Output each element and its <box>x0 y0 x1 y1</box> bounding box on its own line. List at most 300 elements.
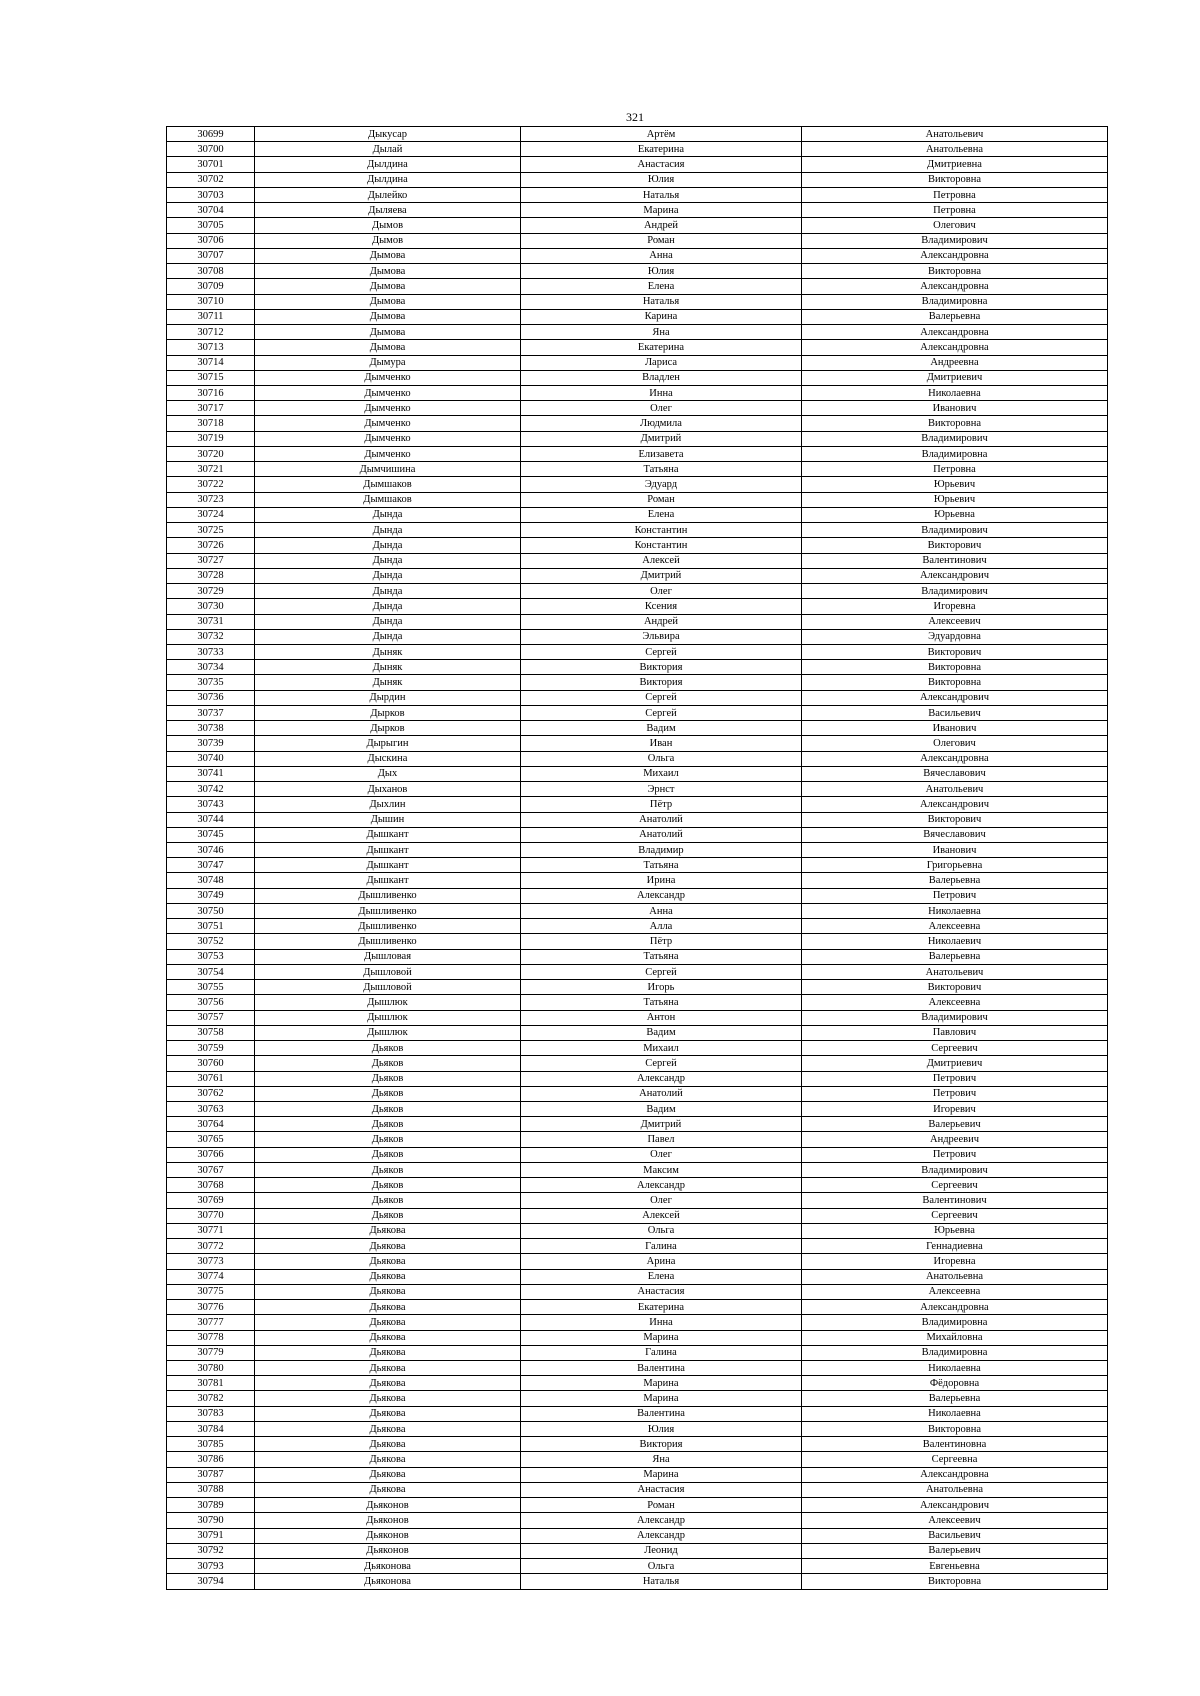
table-row <box>167 1452 1108 1467</box>
patronymic-cell: Александрович <box>802 690 1108 705</box>
last-name-cell: Дыляева <box>255 203 521 218</box>
table-row <box>167 1071 1108 1086</box>
record-number-cell: 30756 <box>167 995 255 1010</box>
last-name-cell: Дьяконов <box>255 1513 521 1528</box>
last-name-cell: Дьякова <box>255 1330 521 1345</box>
table-row <box>167 949 1108 964</box>
patronymic-cell: Викторович <box>802 980 1108 995</box>
record-number-cell: 30773 <box>167 1254 255 1269</box>
record-number-cell: 30737 <box>167 705 255 720</box>
table-row <box>167 538 1108 553</box>
record-number-cell: 30746 <box>167 843 255 858</box>
patronymic-cell: Николаевна <box>802 1360 1108 1375</box>
last-name-cell: Дьякова <box>255 1421 521 1436</box>
patronymic-cell: Юрьевич <box>802 477 1108 492</box>
patronymic-cell: Александровна <box>802 751 1108 766</box>
table-row <box>167 477 1108 492</box>
first-name-cell: Галина <box>521 1239 802 1254</box>
record-number-cell: 30714 <box>167 355 255 370</box>
last-name-cell: Дында <box>255 584 521 599</box>
patronymic-cell: Алексеевна <box>802 995 1108 1010</box>
last-name-cell: Дыханов <box>255 782 521 797</box>
table-row <box>167 142 1108 157</box>
table-row <box>167 1574 1108 1589</box>
table-row <box>167 721 1108 736</box>
record-number-cell: 30791 <box>167 1528 255 1543</box>
patronymic-cell: Игоревич <box>802 1102 1108 1117</box>
first-name-cell: Владлен <box>521 370 802 385</box>
patronymic-cell: Петрович <box>802 1147 1108 1162</box>
table-row <box>167 1193 1108 1208</box>
last-name-cell: Дьяков <box>255 1071 521 1086</box>
patronymic-cell: Викторовна <box>802 172 1108 187</box>
table-row <box>167 964 1108 979</box>
table-row <box>167 294 1108 309</box>
patronymic-cell: Александровна <box>802 248 1108 263</box>
register-body <box>167 127 1108 1590</box>
first-name-cell: Александр <box>521 888 802 903</box>
page-number: 321 <box>626 110 644 124</box>
table-row <box>167 264 1108 279</box>
record-number-cell: 30748 <box>167 873 255 888</box>
first-name-cell: Ольга <box>521 751 802 766</box>
record-number-cell: 30784 <box>167 1421 255 1436</box>
first-name-cell: Ирина <box>521 873 802 888</box>
patronymic-cell: Владимирович <box>802 584 1108 599</box>
last-name-cell: Дьяконов <box>255 1528 521 1543</box>
patronymic-cell: Валерьевич <box>802 1117 1108 1132</box>
table-row <box>167 279 1108 294</box>
first-name-cell: Роман <box>521 492 802 507</box>
patronymic-cell: Анатольевна <box>802 1482 1108 1497</box>
last-name-cell: Дылейко <box>255 187 521 202</box>
patronymic-cell: Валерьевна <box>802 309 1108 324</box>
last-name-cell: Дымшаков <box>255 477 521 492</box>
last-name-cell: Дымова <box>255 325 521 340</box>
first-name-cell: Марина <box>521 1391 802 1406</box>
patronymic-cell: Викторовна <box>802 416 1108 431</box>
last-name-cell: Дьяков <box>255 1178 521 1193</box>
patronymic-cell: Анатольевна <box>802 1269 1108 1284</box>
patronymic-cell: Владимирович <box>802 1010 1108 1025</box>
table-row <box>167 1330 1108 1345</box>
first-name-cell: Татьяна <box>521 462 802 477</box>
patronymic-cell: Анатольевна <box>802 142 1108 157</box>
last-name-cell: Дында <box>255 507 521 522</box>
record-number-cell: 30731 <box>167 614 255 629</box>
first-name-cell: Анна <box>521 903 802 918</box>
first-name-cell: Алла <box>521 919 802 934</box>
patronymic-cell: Николаевна <box>802 1406 1108 1421</box>
first-name-cell: Виктория <box>521 660 802 675</box>
record-number-cell: 30779 <box>167 1345 255 1360</box>
patronymic-cell: Николаевна <box>802 385 1108 400</box>
record-number-cell: 30709 <box>167 279 255 294</box>
table-row <box>167 1269 1108 1284</box>
table-row <box>167 1147 1108 1162</box>
patronymic-cell: Иванович <box>802 721 1108 736</box>
record-number-cell: 30739 <box>167 736 255 751</box>
first-name-cell: Эльвира <box>521 629 802 644</box>
patronymic-cell: Николаевич <box>802 934 1108 949</box>
last-name-cell: Дымченко <box>255 370 521 385</box>
last-name-cell: Дырыгин <box>255 736 521 751</box>
first-name-cell: Александр <box>521 1528 802 1543</box>
record-number-cell: 30713 <box>167 340 255 355</box>
record-number-cell: 30743 <box>167 797 255 812</box>
record-number-cell: 30770 <box>167 1208 255 1223</box>
first-name-cell: Людмила <box>521 416 802 431</box>
last-name-cell: Дыхлин <box>255 797 521 812</box>
record-number-cell: 30777 <box>167 1315 255 1330</box>
record-number-cell: 30707 <box>167 248 255 263</box>
patronymic-cell: Валерьевна <box>802 1391 1108 1406</box>
table-row <box>167 1239 1108 1254</box>
record-number-cell: 30727 <box>167 553 255 568</box>
record-number-cell: 30711 <box>167 309 255 324</box>
table-row <box>167 1117 1108 1132</box>
first-name-cell: Марина <box>521 1376 802 1391</box>
table-row <box>167 858 1108 873</box>
patronymic-cell: Олегович <box>802 736 1108 751</box>
record-number-cell: 30782 <box>167 1391 255 1406</box>
table-row <box>167 1437 1108 1452</box>
table-row <box>167 492 1108 507</box>
record-number-cell: 30702 <box>167 172 255 187</box>
table-row <box>167 1041 1108 1056</box>
table-row <box>167 233 1108 248</box>
first-name-cell: Татьяна <box>521 995 802 1010</box>
last-name-cell: Дышливенко <box>255 919 521 934</box>
patronymic-cell: Юрьевна <box>802 1223 1108 1238</box>
patronymic-cell: Владимирович <box>802 233 1108 248</box>
record-number-cell: 30781 <box>167 1376 255 1391</box>
last-name-cell: Дымова <box>255 248 521 263</box>
last-name-cell: Дышлюк <box>255 995 521 1010</box>
patronymic-cell: Иванович <box>802 843 1108 858</box>
record-number-cell: 30789 <box>167 1498 255 1513</box>
last-name-cell: Дымов <box>255 233 521 248</box>
table-row <box>167 599 1108 614</box>
first-name-cell: Дмитрий <box>521 1117 802 1132</box>
first-name-cell: Алексей <box>521 1208 802 1223</box>
patronymic-cell: Вячеславович <box>802 827 1108 842</box>
last-name-cell: Дыскина <box>255 751 521 766</box>
first-name-cell: Эдуард <box>521 477 802 492</box>
table-row <box>167 736 1108 751</box>
record-number-cell: 30787 <box>167 1467 255 1482</box>
table-row <box>167 1406 1108 1421</box>
table-row <box>167 127 1108 142</box>
patronymic-cell: Дмитриевич <box>802 370 1108 385</box>
last-name-cell: Дьякова <box>255 1269 521 1284</box>
record-number-cell: 30710 <box>167 294 255 309</box>
patronymic-cell: Павлович <box>802 1025 1108 1040</box>
last-name-cell: Дьяконов <box>255 1498 521 1513</box>
table-row <box>167 1391 1108 1406</box>
patronymic-cell: Владимировна <box>802 1315 1108 1330</box>
patronymic-cell: Викторович <box>802 812 1108 827</box>
record-number-cell: 30728 <box>167 568 255 583</box>
record-number-cell: 30718 <box>167 416 255 431</box>
record-number-cell: 30772 <box>167 1239 255 1254</box>
table-row <box>167 523 1108 538</box>
last-name-cell: Дышкант <box>255 858 521 873</box>
last-name-cell: Дылдина <box>255 157 521 172</box>
last-name-cell: Дырков <box>255 721 521 736</box>
table-row <box>167 888 1108 903</box>
patronymic-cell: Петрович <box>802 1071 1108 1086</box>
last-name-cell: Дьякова <box>255 1452 521 1467</box>
table-row <box>167 1559 1108 1574</box>
record-number-cell: 30734 <box>167 660 255 675</box>
patronymic-cell: Сергеевна <box>802 1452 1108 1467</box>
first-name-cell: Виктория <box>521 1437 802 1452</box>
last-name-cell: Дьяконова <box>255 1559 521 1574</box>
table-row <box>167 1102 1108 1117</box>
first-name-cell: Екатерина <box>521 142 802 157</box>
table-row <box>167 1025 1108 1040</box>
last-name-cell: Дымшаков <box>255 492 521 507</box>
first-name-cell: Валентина <box>521 1406 802 1421</box>
table-row <box>167 1528 1108 1543</box>
table-row <box>167 1223 1108 1238</box>
record-number-cell: 30786 <box>167 1452 255 1467</box>
first-name-cell: Анна <box>521 248 802 263</box>
table-row <box>167 1300 1108 1315</box>
first-name-cell: Игорь <box>521 980 802 995</box>
table-row <box>167 873 1108 888</box>
table-row <box>167 1421 1108 1436</box>
table-row <box>167 812 1108 827</box>
last-name-cell: Дыняк <box>255 675 521 690</box>
patronymic-cell: Викторовна <box>802 675 1108 690</box>
table-row <box>167 1208 1108 1223</box>
first-name-cell: Лариса <box>521 355 802 370</box>
first-name-cell: Дмитрий <box>521 431 802 446</box>
patronymic-cell: Валерьевна <box>802 949 1108 964</box>
last-name-cell: Дыняк <box>255 660 521 675</box>
last-name-cell: Дымова <box>255 264 521 279</box>
last-name-cell: Дымова <box>255 340 521 355</box>
table-row <box>167 843 1108 858</box>
first-name-cell: Юлия <box>521 264 802 279</box>
record-number-cell: 30724 <box>167 507 255 522</box>
table-row <box>167 401 1108 416</box>
patronymic-cell: Олегович <box>802 218 1108 233</box>
patronymic-cell: Владимирович <box>802 523 1108 538</box>
patronymic-cell: Игоревна <box>802 599 1108 614</box>
table-row <box>167 766 1108 781</box>
first-name-cell: Елена <box>521 507 802 522</box>
table-row <box>167 995 1108 1010</box>
first-name-cell: Наталья <box>521 1574 802 1589</box>
first-name-cell: Олег <box>521 1193 802 1208</box>
register-table <box>166 126 1108 1590</box>
table-row <box>167 980 1108 995</box>
patronymic-cell: Валентинович <box>802 1193 1108 1208</box>
last-name-cell: Дьяконова <box>255 1574 521 1589</box>
record-number-cell: 30740 <box>167 751 255 766</box>
record-number-cell: 30762 <box>167 1086 255 1101</box>
first-name-cell: Константин <box>521 538 802 553</box>
last-name-cell: Дында <box>255 523 521 538</box>
first-name-cell: Ольга <box>521 1223 802 1238</box>
last-name-cell: Дьяков <box>255 1208 521 1223</box>
patronymic-cell: Андреевич <box>802 1132 1108 1147</box>
patronymic-cell: Сергеевич <box>802 1041 1108 1056</box>
patronymic-cell: Петровна <box>802 187 1108 202</box>
record-number-cell: 30768 <box>167 1178 255 1193</box>
last-name-cell: Дымов <box>255 218 521 233</box>
first-name-cell: Юлия <box>521 1421 802 1436</box>
first-name-cell: Наталья <box>521 187 802 202</box>
record-number-cell: 30793 <box>167 1559 255 1574</box>
record-number-cell: 30708 <box>167 264 255 279</box>
first-name-cell: Александр <box>521 1513 802 1528</box>
patronymic-cell: Юрьевна <box>802 507 1108 522</box>
record-number-cell: 30749 <box>167 888 255 903</box>
last-name-cell: Дьяков <box>255 1132 521 1147</box>
last-name-cell: Дьякова <box>255 1284 521 1299</box>
table-row <box>167 1482 1108 1497</box>
last-name-cell: Дымченко <box>255 401 521 416</box>
patronymic-cell: Александровна <box>802 340 1108 355</box>
record-number-cell: 30738 <box>167 721 255 736</box>
first-name-cell: Михаил <box>521 1041 802 1056</box>
record-number-cell: 30757 <box>167 1010 255 1025</box>
patronymic-cell: Алексеевна <box>802 919 1108 934</box>
record-number-cell: 30705 <box>167 218 255 233</box>
patronymic-cell: Петрович <box>802 1086 1108 1101</box>
last-name-cell: Дышловой <box>255 980 521 995</box>
record-number-cell: 30755 <box>167 980 255 995</box>
patronymic-cell: Иванович <box>802 401 1108 416</box>
record-number-cell: 30745 <box>167 827 255 842</box>
record-number-cell: 30753 <box>167 949 255 964</box>
record-number-cell: 30726 <box>167 538 255 553</box>
last-name-cell: Дьяков <box>255 1147 521 1162</box>
first-name-cell: Пётр <box>521 797 802 812</box>
patronymic-cell: Васильевич <box>802 705 1108 720</box>
last-name-cell: Дымова <box>255 294 521 309</box>
first-name-cell: Ксения <box>521 599 802 614</box>
record-number-cell: 30725 <box>167 523 255 538</box>
patronymic-cell: Андреевна <box>802 355 1108 370</box>
patronymic-cell: Анатольевич <box>802 127 1108 142</box>
last-name-cell: Дьяков <box>255 1117 521 1132</box>
last-name-cell: Дьякова <box>255 1406 521 1421</box>
first-name-cell: Антон <box>521 1010 802 1025</box>
last-name-cell: Дьякова <box>255 1437 521 1452</box>
table-row <box>167 1284 1108 1299</box>
table-row <box>167 1086 1108 1101</box>
first-name-cell: Роман <box>521 1498 802 1513</box>
first-name-cell: Анатолий <box>521 1086 802 1101</box>
record-number-cell: 30767 <box>167 1162 255 1177</box>
record-number-cell: 30761 <box>167 1071 255 1086</box>
last-name-cell: Дында <box>255 599 521 614</box>
record-number-cell: 30701 <box>167 157 255 172</box>
first-name-cell: Виктория <box>521 675 802 690</box>
first-name-cell: Елена <box>521 1269 802 1284</box>
patronymic-cell: Евгеньевна <box>802 1559 1108 1574</box>
first-name-cell: Инна <box>521 385 802 400</box>
last-name-cell: Дьякова <box>255 1467 521 1482</box>
record-number-cell: 30778 <box>167 1330 255 1345</box>
patronymic-cell: Вячеславович <box>802 766 1108 781</box>
last-name-cell: Дьякова <box>255 1300 521 1315</box>
table-row <box>167 903 1108 918</box>
table-row <box>167 644 1108 659</box>
first-name-cell: Сергей <box>521 644 802 659</box>
table-row <box>167 675 1108 690</box>
patronymic-cell: Фёдоровна <box>802 1376 1108 1391</box>
table-row <box>167 385 1108 400</box>
first-name-cell: Марина <box>521 203 802 218</box>
record-number-cell: 30736 <box>167 690 255 705</box>
table-row <box>167 614 1108 629</box>
first-name-cell: Карина <box>521 309 802 324</box>
last-name-cell: Дышкант <box>255 827 521 842</box>
record-number-cell: 30759 <box>167 1041 255 1056</box>
last-name-cell: Дьякова <box>255 1345 521 1360</box>
patronymic-cell: Валерьевич <box>802 1543 1108 1558</box>
first-name-cell: Инна <box>521 1315 802 1330</box>
record-number-cell: 30717 <box>167 401 255 416</box>
last-name-cell: Дьяков <box>255 1041 521 1056</box>
table-row <box>167 629 1108 644</box>
record-number-cell: 30719 <box>167 431 255 446</box>
table-row <box>167 1543 1108 1558</box>
last-name-cell: Дында <box>255 629 521 644</box>
first-name-cell: Вадим <box>521 721 802 736</box>
patronymic-cell: Викторовна <box>802 1421 1108 1436</box>
last-name-cell: Дылай <box>255 142 521 157</box>
patronymic-cell: Викторовна <box>802 1574 1108 1589</box>
first-name-cell: Владимир <box>521 843 802 858</box>
table-row <box>167 248 1108 263</box>
record-number-cell: 30722 <box>167 477 255 492</box>
first-name-cell: Эрнст <box>521 782 802 797</box>
table-row <box>167 309 1108 324</box>
table-row <box>167 203 1108 218</box>
first-name-cell: Олег <box>521 584 802 599</box>
patronymic-cell: Викторовна <box>802 660 1108 675</box>
first-name-cell: Валентина <box>521 1360 802 1375</box>
last-name-cell: Дьяков <box>255 1086 521 1101</box>
last-name-cell: Дьяконов <box>255 1543 521 1558</box>
patronymic-cell: Николаевна <box>802 903 1108 918</box>
record-number-cell: 30721 <box>167 462 255 477</box>
patronymic-cell: Александровна <box>802 325 1108 340</box>
first-name-cell: Елизавета <box>521 446 802 461</box>
table-row <box>167 157 1108 172</box>
last-name-cell: Дьякова <box>255 1254 521 1269</box>
table-row <box>167 462 1108 477</box>
first-name-cell: Алексей <box>521 553 802 568</box>
table-row <box>167 1498 1108 1513</box>
record-number-cell: 30716 <box>167 385 255 400</box>
table-row <box>167 705 1108 720</box>
patronymic-cell: Александрович <box>802 1498 1108 1513</box>
table-row <box>167 690 1108 705</box>
last-name-cell: Дымура <box>255 355 521 370</box>
record-number-cell: 30783 <box>167 1406 255 1421</box>
table-row <box>167 797 1108 812</box>
last-name-cell: Дьякова <box>255 1376 521 1391</box>
first-name-cell: Екатерина <box>521 340 802 355</box>
